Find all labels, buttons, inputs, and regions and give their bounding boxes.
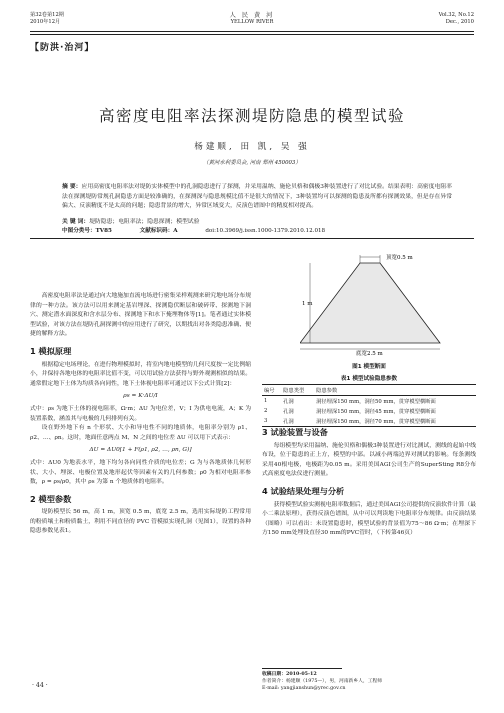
s3-paragraph-1: 每组模型均采用温纳、施伦贝格和偶极3种装置进行对比测试，测线的起始中线布设，位于隐患的正上方，模型的中部。以减小两端边界对测试的影响。每条测线采用40根电极，电极距为0.05 m。采用美国AGI公司生产的SuperSting R8分布式高密度电法仪进行测量。 bbox=[262, 442, 476, 478]
abstract-rule bbox=[30, 238, 474, 239]
s1-paragraph-1: 根据稳定电场理论，在进行物理模拟时，将室内地电模型的几何尺度按一定比例缩小，并保持各地电体的电阻率比值不变，可以用试验方法获得与野外观测相似的结果。通常假定地下土体为均质各向同性，地下土体视电阻率可通过以下公式计算[2]： bbox=[30, 361, 251, 387]
s2-paragraph-1: 堤防模型长 56 m，高 1 m，顶宽 0.5 m，底宽 2.5 m，选用实际堤防工程常用的粉质壤土和粉质黏土，利用不同直径的 PVC 管模拟实现孔洞（见图1），设置的各种隐患参数见表1。 bbox=[30, 509, 251, 535]
figure-1-embankment-section bbox=[300, 245, 460, 357]
header-rule bbox=[30, 31, 474, 32]
table-cell: 洞径埋深150 mm，洞径45 mm，贯穿模型横断面 bbox=[316, 409, 436, 415]
keywords bbox=[62, 216, 199, 225]
clc-number: 中图分类号：TV85 bbox=[62, 228, 112, 234]
figure-1-caption: 图1 模型断面 bbox=[352, 364, 386, 370]
classification-line bbox=[62, 226, 351, 234]
authors: 杨建顺, 田 凯, 吴 强 bbox=[194, 142, 310, 152]
volume-en: Vol.32, No.12 bbox=[438, 12, 474, 18]
footnote bbox=[262, 671, 476, 693]
s1-paragraph-3: 设在野外地下有 n 个形状、大小和导电性不同的地质体，电阻率分别为 ρ1、ρ2、…、ρn。这时，地面任意两点 M、N 之间的电位差 ΔU 可以用下式表示： bbox=[30, 425, 251, 441]
running-header-right bbox=[439, 12, 474, 26]
abstract-text: 应用高密度电阻率法对堤防实体模型中的孔洞隐患进行了探测，并采用温纳、施伦贝格和偶极3种装置进行了对比试验。结果表明：高密度电阻率法在探测堤防常规孔洞隐患方面是较准确的，在探测深与隐患规模比值不是很大的情况下，3种装置均可以探测的隐患及所都有探测效果，但是存在异常偏大、反演精度不是太高的问题；隐患背景的增大，异常区域变大，反演色谱图中的精度相对提高。 bbox=[62, 184, 452, 209]
page-number: · 44 · bbox=[32, 682, 48, 689]
table-1 bbox=[262, 384, 476, 427]
table-header-params: 隐患参数 bbox=[314, 385, 476, 396]
section-2-heading: 2 模型参数 bbox=[30, 493, 72, 504]
table-cell: 洞径埋深150 mm，洞径70 mm，贯穿模型横断面 bbox=[314, 416, 476, 427]
section-4-heading: 4 试验结果处理与分析 bbox=[262, 485, 345, 496]
table-cell: 2 bbox=[264, 408, 268, 414]
section-tag: 【防洪·治河】 bbox=[30, 43, 95, 53]
keywords-label: 关 键 词： bbox=[62, 219, 90, 225]
s4-paragraph-1: 获得模型试验实测视电阻率数据后，通过美国AGI公司提供的反演软件计算（最小二乘法原理），获得反演色谱图，从中可以判读地下电阻率分布规律。由反演结果（图略）可以看出：未设置隐患时，模型试验的背景值为75～86 Ω·m；在埋深下方150 mm处埋设直径30 mm的PVC管时，（下转第46页） bbox=[262, 501, 476, 537]
paper-title: 高密度电阻率法探测堤防隐患的模型试验 bbox=[98, 107, 405, 125]
table-1-caption: 表1 模型试验隐患参数 bbox=[340, 376, 398, 382]
abstract bbox=[62, 183, 452, 212]
issue-date: 2010年12月 bbox=[30, 19, 61, 25]
issue-number: 第32卷第12期 bbox=[30, 12, 64, 18]
author-email: E-mail: yangjianshun@yrec.gov.cn bbox=[262, 686, 346, 692]
figure-bottom-width-label: 底宽2.5 m bbox=[356, 351, 383, 357]
journal-name-cn: 人 民 黄 河 bbox=[229, 12, 275, 19]
header-rule-thin bbox=[30, 34, 474, 35]
received-date: 收稿日期：2010-05-12 bbox=[262, 671, 317, 677]
formula-1: ρs = K·ΔU/I bbox=[123, 393, 158, 400]
s1-paragraph-4: 式中：ΔU0 为地表水平，地下均匀各向同性介质的电位差；G 为与各地质体几何形状、大小、埋深、电极位置及地形起伏等因素有关的几何参数；ρ0 为相对电阻率参数，ρ = ρs/ρ0，其中 ρs 为第 n 个地质体的电阻率。 bbox=[30, 459, 251, 486]
figure-top-width-label: 顶宽0.5 m bbox=[386, 255, 413, 261]
left-column bbox=[30, 292, 251, 537]
footnote-rule bbox=[262, 668, 342, 669]
figure-height-label: 1 m bbox=[302, 301, 313, 307]
journal-name-en: YELLOW RIVER bbox=[230, 19, 274, 25]
table-header-type: 隐患类型 bbox=[281, 385, 314, 396]
table-row bbox=[262, 406, 476, 416]
table-cell: 1 bbox=[264, 398, 268, 404]
section-1-heading: 1 模拟原理 bbox=[30, 345, 72, 356]
keywords-text: 堤防隐患；电阻率法；隐患探测；模型试验 bbox=[89, 219, 200, 225]
s1-paragraph-2: 式中：ρs 为地下土体的视电阻率，Ω·m；ΔU 为电位差，V；I 为供电电流，A；K 为装置系数，涵盖其与电极的几何排列有关。 bbox=[30, 405, 251, 422]
section-3-heading: 3 试验装置与设备 bbox=[262, 427, 328, 437]
document-code: 文献标识码：A bbox=[139, 228, 178, 234]
table-cell: 孔洞 bbox=[281, 416, 314, 427]
intro-paragraph: 高密度电阻率法是通过向大地施加直流电场进行密集采样观测来研究地电场分布规律的一种方法。该方法可以用来测定基岩埋深、探测隐伏断层和破碎带、探测地下洞穴、测定潜水面深度和含水层分布、探测地下和水下掩埋物体等[1]。笔者通过实体模型试验，对该方法在堤防孔洞探测中的应用进行了研究，以期找出对各类隐患准确、便捷的解释方法。 bbox=[30, 293, 251, 338]
running-header-center bbox=[0, 12, 504, 26]
table-cell: 3 bbox=[262, 416, 281, 427]
table-row bbox=[262, 396, 476, 407]
table-cell: 孔洞 bbox=[283, 399, 294, 405]
formula-2: ΔU = ΔU0[1 + F(ρ1, ρ2, …, ρn, G)] bbox=[89, 447, 192, 454]
abstract-label: 摘 要： bbox=[62, 184, 82, 190]
table-cell: 洞径埋深150 mm，洞径50 mm，贯穿模型横断面 bbox=[316, 399, 436, 405]
doi: doi:10.3969/j.issn.1000-1379.2010.12.018 bbox=[205, 228, 326, 234]
table-header-id: 编号 bbox=[262, 385, 281, 396]
date-en: Dec., 2010 bbox=[445, 19, 474, 25]
table-row bbox=[262, 416, 476, 427]
right-column bbox=[262, 428, 476, 539]
author-bio: 作者简介：杨建顺（1975—），男，河南新乡人，工程师 bbox=[262, 679, 383, 685]
table-cell: 孔洞 bbox=[283, 409, 294, 415]
affiliation: （黄河水利委员会, 河南 郑州 450003） bbox=[203, 160, 301, 166]
